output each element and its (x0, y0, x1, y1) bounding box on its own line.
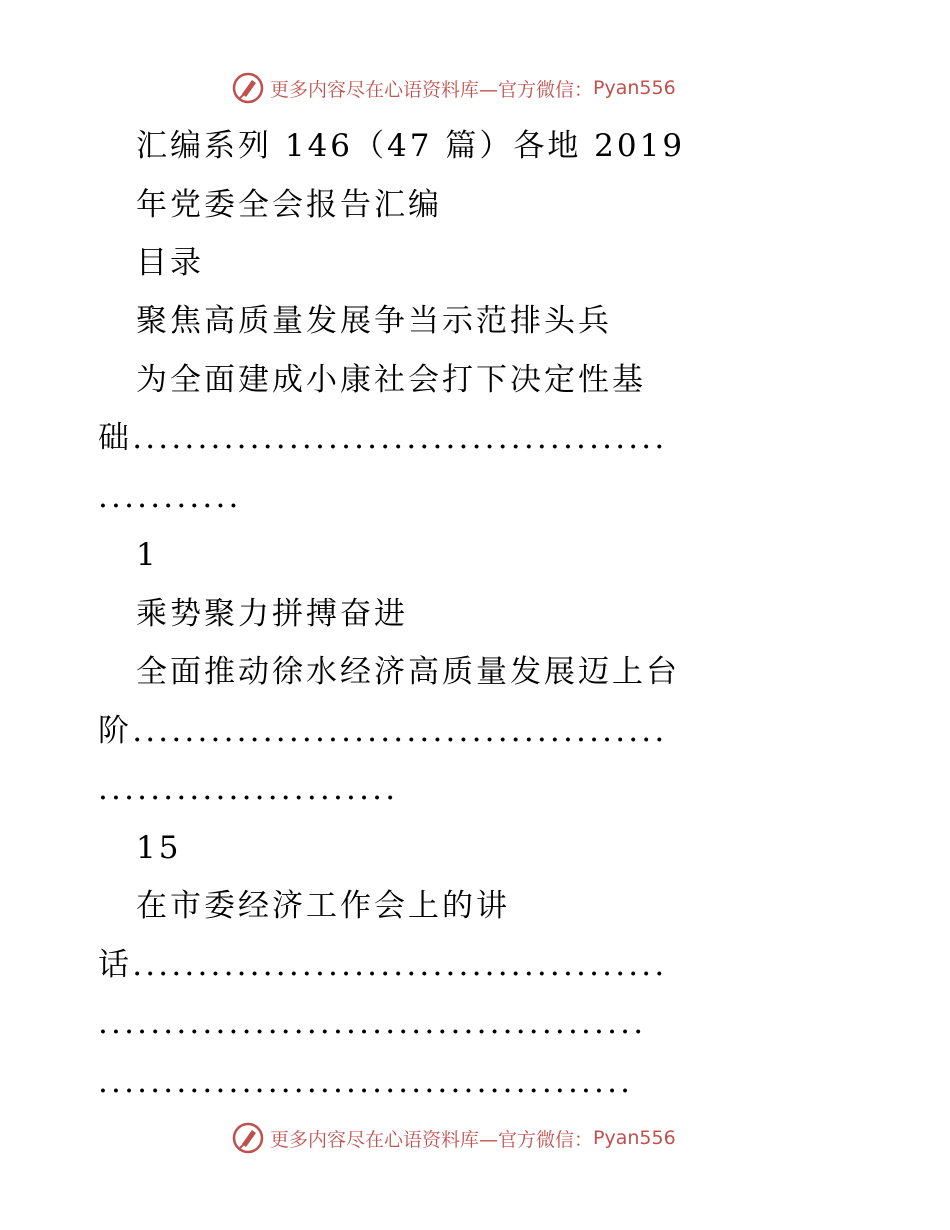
toc-entry-1-title-b: 为全面建成小康社会打下决定性基 (136, 362, 646, 398)
toc-entry-1-title-a: 聚焦高质量发展争当示范排头兵 (136, 303, 612, 339)
banner-text: 更多内容尽在心语资料库—官方微信： (270, 1128, 594, 1151)
toc-entry-1-leader-b: ........... (98, 479, 242, 515)
header-watermark-banner (232, 72, 676, 104)
toc-entry-2-page: 15 (136, 830, 182, 866)
title-line-1: 汇编系列 146（47 篇）各地 2019 (136, 128, 686, 164)
toc-entry-2-title-a: 乘势聚力拼搏奋进 (136, 596, 408, 632)
toc-heading: 目录 (136, 245, 204, 281)
toc-entry-1-page: 1 (136, 537, 159, 573)
title-line-2: 年党委全会报告汇编 (136, 187, 442, 223)
banner-wechat-id: Pyan556 (593, 1127, 676, 1149)
toc-entry-1-leader-a: 础......................................... (98, 420, 668, 456)
banner-text: 更多内容尽在心语资料库—官方微信： (270, 78, 594, 101)
toc-entry-3-leader-c: ......................................... (98, 1064, 634, 1100)
banner-wechat-id: Pyan556 (593, 77, 676, 99)
footer-watermark-banner (232, 1122, 676, 1154)
toc-entry-3-title: 在市委经济工作会上的讲 (136, 888, 510, 924)
toc-entry-2-title-b: 全面推动徐水经济高质量发展迈上台 (136, 654, 680, 690)
pen-logo-icon (232, 72, 264, 104)
pen-logo-icon (232, 1122, 264, 1154)
toc-entry-2-leader-b: ....................... (98, 771, 399, 807)
toc-entry-3-leader-a: 话......................................... (98, 947, 668, 983)
toc-entry-2-leader-a: 阶......................................... (98, 713, 668, 749)
toc-entry-3-leader-b: .......................................... (98, 1005, 647, 1041)
